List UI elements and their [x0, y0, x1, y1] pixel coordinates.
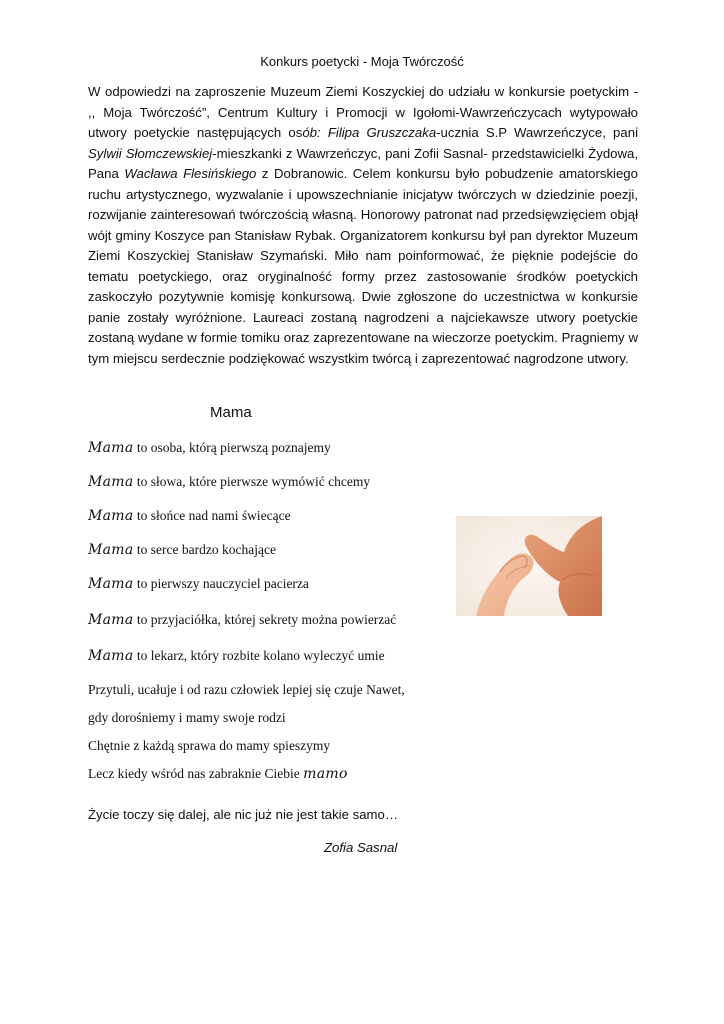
intro-paragraph: [88, 82, 638, 369]
hands-photo: [456, 516, 602, 616]
poem-title: Mama: [210, 404, 252, 421]
poem-line: Mama to osoba, którą pierwszą poznajemy: [88, 440, 331, 456]
poem-line: Mama to pierwszy nauczyciel pacierza: [88, 576, 309, 592]
mama-word: Mama: [88, 542, 134, 558]
poem-line: Mama to lekarz, który rozbite kolano wyleczyć umie: [88, 648, 385, 664]
poem-line: Mama to przyjaciółka, której sekrety można powierzać: [88, 612, 397, 628]
poem-line: Przytuli, ucałuje i od razu człowiek lepiej się czuje Nawet,: [88, 682, 405, 697]
mama-word: Mama: [88, 576, 134, 592]
poem-line: Mama to słońce nad nami świecące: [88, 508, 291, 524]
poem-line: Mama to serce bardzo kochające: [88, 542, 276, 558]
intro-text-4: z Dobranowic. Celem konkursu było pobudzenie amatorskiego ruchu artystycznego, wyzwalanie i upowszechnianie inicjatyw twórczych w dziedzinie poezji, rozwijanie zainteresowań twórczością własną. Honorowy patronat nad przedsięwzięciem objął wójt gminy Koszyce pan Stanisław Rybak. Organizatorem konkursu był pan dyrektor Muzeum Ziemi Koszyckiej Stanisław Szymański. Miło nam poinformować, że pięknie podejście do tematu poetyckiego, oraz oryginalność formy przez zastosowanie środków poetyckich zaskoczyło pozytywnie komisję konkursową. Dwie zgłoszone do uczestnictwa w konkursie panie zostały wyróżnione. Laureaci zostaną nagrodzeni a najciekawsze utwory poetyckie zostaną wydane w formie tomiku oraz zaprezentowane na wieczorze poetyckim. Pragniemy w tym miejscu serdecznie podziękować wszystkim twórcą i zaprezentować nagrodzone utwory.: [88, 166, 638, 366]
intro-name-1: ób: Filipa Gruszczaka: [302, 125, 437, 140]
poem-line: gdy dorośniemy i mamy swoje rodzi: [88, 710, 286, 725]
author-signature: Zofia Sasnal: [324, 840, 398, 855]
mama-word: Mama: [88, 612, 134, 628]
intro-name-3: Wacława Flesińskiego: [124, 166, 257, 181]
mama-word: Mama: [88, 648, 134, 664]
mama-word: Mama: [88, 508, 134, 524]
mama-word: Mama: [88, 440, 134, 456]
poem-line: Lecz kiedy wśród nas zabraknie Ciebie mamo: [88, 766, 348, 782]
hands-image-icon: [456, 516, 602, 616]
intro-text-1: W odpowiedzi na zaproszenie Muzeum Ziemi Koszyckiej do udziału w konkursie poetyckim - ,, Moja Twórczość”, Centrum Kultury i Promocji w Igołomi-Wawrzeńczycach wytypowało utwory poetyckie następujących os: [88, 84, 638, 140]
intro-name-2: Sylwii Słomczewskiej: [88, 145, 213, 161]
document-title: Konkurs poetycki - Moja Twórczość: [260, 54, 464, 69]
closing-line: Życie toczy się dalej, ale nic już nie jest takie samo…: [88, 807, 399, 822]
intro-text-2: -ucznia S.P Wawrzeńczyce, pani: [436, 125, 638, 140]
poem-line: Mama to słowa, które pierwsze wymówić chcemy: [88, 474, 371, 490]
mamo-word: mamo: [303, 766, 348, 782]
intro-text-3: -mieszkanki z Wawrzeńczyc, pani Zofii Sasnal- przedstawicielki Żydowa, Pana: [88, 145, 639, 181]
poem-line: Chętnie z każdą sprawa do mamy spieszymy: [88, 738, 331, 753]
mama-word: Mama: [88, 474, 134, 490]
